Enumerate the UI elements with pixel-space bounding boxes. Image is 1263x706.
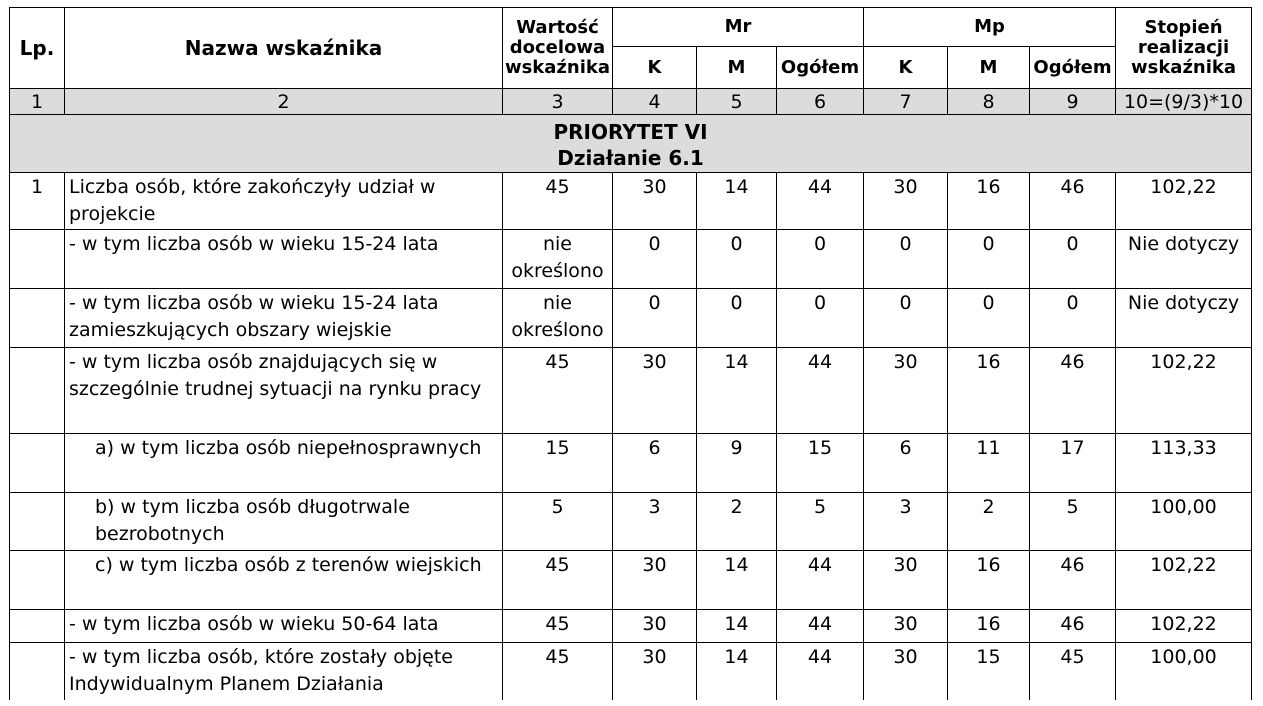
- table-row: [10, 173, 1252, 230]
- table-row: [10, 434, 1252, 493]
- row-mp-m: 2: [948, 493, 1030, 551]
- row-mr-m: 14: [697, 173, 777, 230]
- row-lp: [10, 348, 65, 434]
- row-mp-k: 30: [864, 348, 948, 434]
- row-degree: Nie dotyczy: [1116, 289, 1252, 348]
- row-name: a) w tym liczba osób niepełnosprawnych: [65, 434, 503, 493]
- row-lp: [10, 643, 65, 700]
- row-mr-m: 9: [697, 434, 777, 493]
- row-mr-total: 44: [777, 643, 864, 700]
- table-row: [10, 289, 1252, 348]
- column-number: 6: [777, 89, 864, 115]
- indicator-table: [9, 7, 1252, 700]
- row-mr-m: 14: [697, 348, 777, 434]
- header-mp-m: M: [948, 47, 1030, 89]
- row-target: nie określono: [503, 289, 613, 348]
- row-name: - w tym liczba osób znajdujących się w szczególnie trudnej sytuacji na rynku pracy: [65, 348, 503, 434]
- row-target: nie określono: [503, 230, 613, 289]
- row-lp: [10, 434, 65, 493]
- row-mr-total: 44: [777, 348, 864, 434]
- row-name: Liczba osób, które zakończyły udział w projekcie: [65, 173, 503, 230]
- row-mr-total: 0: [777, 230, 864, 289]
- row-lp: [10, 493, 65, 551]
- table-row: [10, 230, 1252, 289]
- header-degree: [1116, 8, 1252, 89]
- header-degree-line2: realizacji: [1137, 37, 1230, 58]
- row-mp-m: 16: [948, 348, 1030, 434]
- row-degree: 102,22: [1116, 551, 1252, 610]
- row-name: - w tym liczba osób, które zostały objęte Indywidualnym Planem Działania: [65, 643, 503, 700]
- row-mp-k: 30: [864, 643, 948, 700]
- row-mr-total: 15: [777, 434, 864, 493]
- row-mr-k: 30: [613, 348, 697, 434]
- row-name: b) w tym liczba osób długotrwale bezrobotnych: [65, 493, 503, 551]
- column-number: 3: [503, 89, 613, 115]
- row-target: 5: [503, 493, 613, 551]
- row-name: - w tym liczba osób w wieku 15-24 lata: [65, 230, 503, 289]
- row-lp: 1: [10, 173, 65, 230]
- row-target: 45: [503, 551, 613, 610]
- header-mr-k: K: [613, 47, 697, 89]
- row-mp-total: 46: [1030, 551, 1116, 610]
- section-priority: PRIORYTET VI: [553, 119, 708, 144]
- column-number: 5: [697, 89, 777, 115]
- header-degree-line1: Stopień: [1144, 17, 1223, 38]
- section-header: [10, 115, 1252, 173]
- row-target: 45: [503, 610, 613, 643]
- row-name: - w tym liczba osób w wieku 15-24 lata zamieszkujących obszary wiejskie: [65, 289, 503, 348]
- row-lp: [10, 230, 65, 289]
- row-name: - w tym liczba osób w wieku 50-64 lata: [65, 610, 503, 643]
- row-mp-total: 45: [1030, 643, 1116, 700]
- header-lp: Lp.: [10, 8, 65, 89]
- column-number-row: [10, 89, 1252, 115]
- row-target: 15: [503, 434, 613, 493]
- row-mp-total: 46: [1030, 173, 1116, 230]
- column-number: 4: [613, 89, 697, 115]
- column-number: 9: [1030, 89, 1116, 115]
- row-mp-k: 30: [864, 551, 948, 610]
- header-target-line2: docelowa: [509, 37, 606, 58]
- row-mp-total: 17: [1030, 434, 1116, 493]
- header-mp-k: K: [864, 47, 948, 89]
- header-mp-total: Ogółem: [1030, 47, 1116, 89]
- row-mp-m: 16: [948, 551, 1030, 610]
- row-mr-m: 14: [697, 551, 777, 610]
- header-target-value: [503, 8, 613, 89]
- row-mp-m: 16: [948, 173, 1030, 230]
- row-mp-k: 0: [864, 230, 948, 289]
- row-mp-m: 0: [948, 230, 1030, 289]
- column-number: 7: [864, 89, 948, 115]
- column-number: 1: [10, 89, 65, 115]
- row-name: c) w tym liczba osób z terenów wiejskich: [65, 551, 503, 610]
- header-degree-line3: wskaźnika: [1130, 57, 1237, 78]
- row-mp-m: 15: [948, 643, 1030, 700]
- row-lp: [10, 610, 65, 643]
- row-mr-m: 14: [697, 643, 777, 700]
- row-mr-total: 44: [777, 610, 864, 643]
- row-mr-k: 30: [613, 551, 697, 610]
- row-mp-total: 46: [1030, 610, 1116, 643]
- section-action: Działanie 6.1: [557, 145, 704, 170]
- row-degree: 113,33: [1116, 434, 1252, 493]
- row-mp-k: 30: [864, 173, 948, 230]
- row-lp: [10, 289, 65, 348]
- row-mr-total: 44: [777, 551, 864, 610]
- row-mr-k: 3: [613, 493, 697, 551]
- row-lp: [10, 551, 65, 610]
- section-header-row: [10, 115, 1252, 173]
- row-mp-total: 0: [1030, 230, 1116, 289]
- row-mr-m: 0: [697, 289, 777, 348]
- row-degree: 102,22: [1116, 348, 1252, 434]
- row-mp-total: 0: [1030, 289, 1116, 348]
- header-target-line3: wskaźnika: [504, 57, 611, 78]
- row-degree: 100,00: [1116, 643, 1252, 700]
- header-indicator-name: Nazwa wskaźnika: [65, 8, 503, 89]
- header-mp: Mp: [864, 8, 1116, 47]
- row-mr-total: 0: [777, 289, 864, 348]
- table-row: [10, 610, 1252, 643]
- row-mp-m: 0: [948, 289, 1030, 348]
- row-mp-total: 46: [1030, 348, 1116, 434]
- row-mr-k: 30: [613, 643, 697, 700]
- row-mp-k: 6: [864, 434, 948, 493]
- row-degree: 100,00: [1116, 493, 1252, 551]
- row-mr-k: 0: [613, 289, 697, 348]
- row-mp-m: 16: [948, 610, 1030, 643]
- row-mr-k: 30: [613, 610, 697, 643]
- row-degree: Nie dotyczy: [1116, 230, 1252, 289]
- table-row: [10, 643, 1252, 700]
- row-target: 45: [503, 348, 613, 434]
- row-mp-total: 5: [1030, 493, 1116, 551]
- row-degree: 102,22: [1116, 173, 1252, 230]
- row-mr-total: 5: [777, 493, 864, 551]
- table-row: [10, 493, 1252, 551]
- column-number: 10=(9/3)*10: [1116, 89, 1252, 115]
- header-mr-total: Ogółem: [777, 47, 864, 89]
- row-target: 45: [503, 173, 613, 230]
- column-number: 2: [65, 89, 503, 115]
- row-mr-k: 6: [613, 434, 697, 493]
- row-mp-m: 11: [948, 434, 1030, 493]
- row-mp-k: 3: [864, 493, 948, 551]
- row-mp-k: 30: [864, 610, 948, 643]
- row-mr-m: 0: [697, 230, 777, 289]
- table-row: [10, 348, 1252, 434]
- header-mr: Mr: [613, 8, 864, 47]
- row-mr-k: 30: [613, 173, 697, 230]
- table-row: [10, 551, 1252, 610]
- row-mr-m: 2: [697, 493, 777, 551]
- row-mr-k: 0: [613, 230, 697, 289]
- column-number: 8: [948, 89, 1030, 115]
- row-mr-total: 44: [777, 173, 864, 230]
- row-mp-k: 0: [864, 289, 948, 348]
- header-mr-m: M: [697, 47, 777, 89]
- row-target: 45: [503, 643, 613, 700]
- header-target-line1: Wartość: [516, 17, 599, 38]
- row-degree: 102,22: [1116, 610, 1252, 643]
- row-mr-m: 14: [697, 610, 777, 643]
